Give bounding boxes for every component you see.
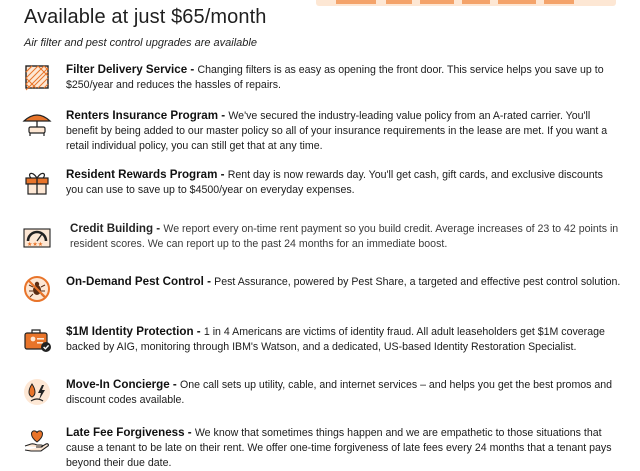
feature-title: $1M Identity Protection - <box>66 325 204 338</box>
promo-banner-edge <box>316 0 616 6</box>
feature-text: We've secured the industry-leading value policy from an A-rated carrier. You'll benefit by being added to our master policy so all of your insurance requirements in the lease are met. If you want a retail individual policy, you can still get that at any time. <box>66 110 608 152</box>
utilities-icon <box>22 377 52 407</box>
feature-title: Renters Insurance Program - <box>66 109 229 122</box>
feature-text: We report every on-time rent payment so you build credit. Average increases of 23 to 42 points in resident scores. We can report up to the past 24 months for an immediate boost. <box>70 223 619 250</box>
identity-protection-icon <box>22 324 52 354</box>
air-filter-icon <box>22 62 52 92</box>
feature-text: 1 in 4 Americans are victims of identity fraud. All adult leaseholders get $1M coverage backed by AIG, monitoring through IBM's Watson, and a dedicated, US-based Identity Restoration Specialist. <box>66 326 605 353</box>
feature-text: Changing filters is as easy as opening the front door. This service helps you save up to $250/year and reduces the hassles of repairs. <box>66 64 604 91</box>
feature-text: Rent day is now rewards day. You'll get cash, gift cards, and exclusive discounts you can use to save up to $4500/year on everyday expenses. <box>66 169 603 196</box>
feature-title: On-Demand Pest Control - <box>66 275 215 288</box>
cut-off-heading <box>24 0 314 2</box>
feature-text: Pest Assurance, powered by Pest Share, a targeted and effective pest control solution. <box>214 276 621 288</box>
heart-hand-icon <box>22 425 52 455</box>
gift-box-icon <box>22 167 52 197</box>
feature-title: Filter Delivery Service - <box>66 63 198 76</box>
feature-title: Credit Building - <box>70 222 164 235</box>
feature-title: Late Fee Forgiveness - <box>66 426 195 439</box>
upgrades-note: Air filter and pest control upgrades are available <box>24 37 257 49</box>
feature-text: One call sets up utility, cable, and internet services – and helps you get the best promos and discount codes available. <box>66 379 613 406</box>
svg-text:★★★: ★★★ <box>27 241 44 248</box>
feature-title: Resident Rewards Program - <box>66 168 228 181</box>
umbrella-couch-icon <box>22 108 52 138</box>
feature-text: We know that sometimes things happen and we are empathetic to those situations that cause a tenant to be late on their rent. We offer one-time forgiveness of late fees every 24 months that a tenant pays beyond their due date. <box>66 427 612 469</box>
no-pest-icon <box>22 274 52 304</box>
feature-title: Move-In Concierge - <box>66 378 181 391</box>
price-headline: Available at just $65/month <box>24 6 267 28</box>
credit-gauge-icon <box>22 221 52 251</box>
